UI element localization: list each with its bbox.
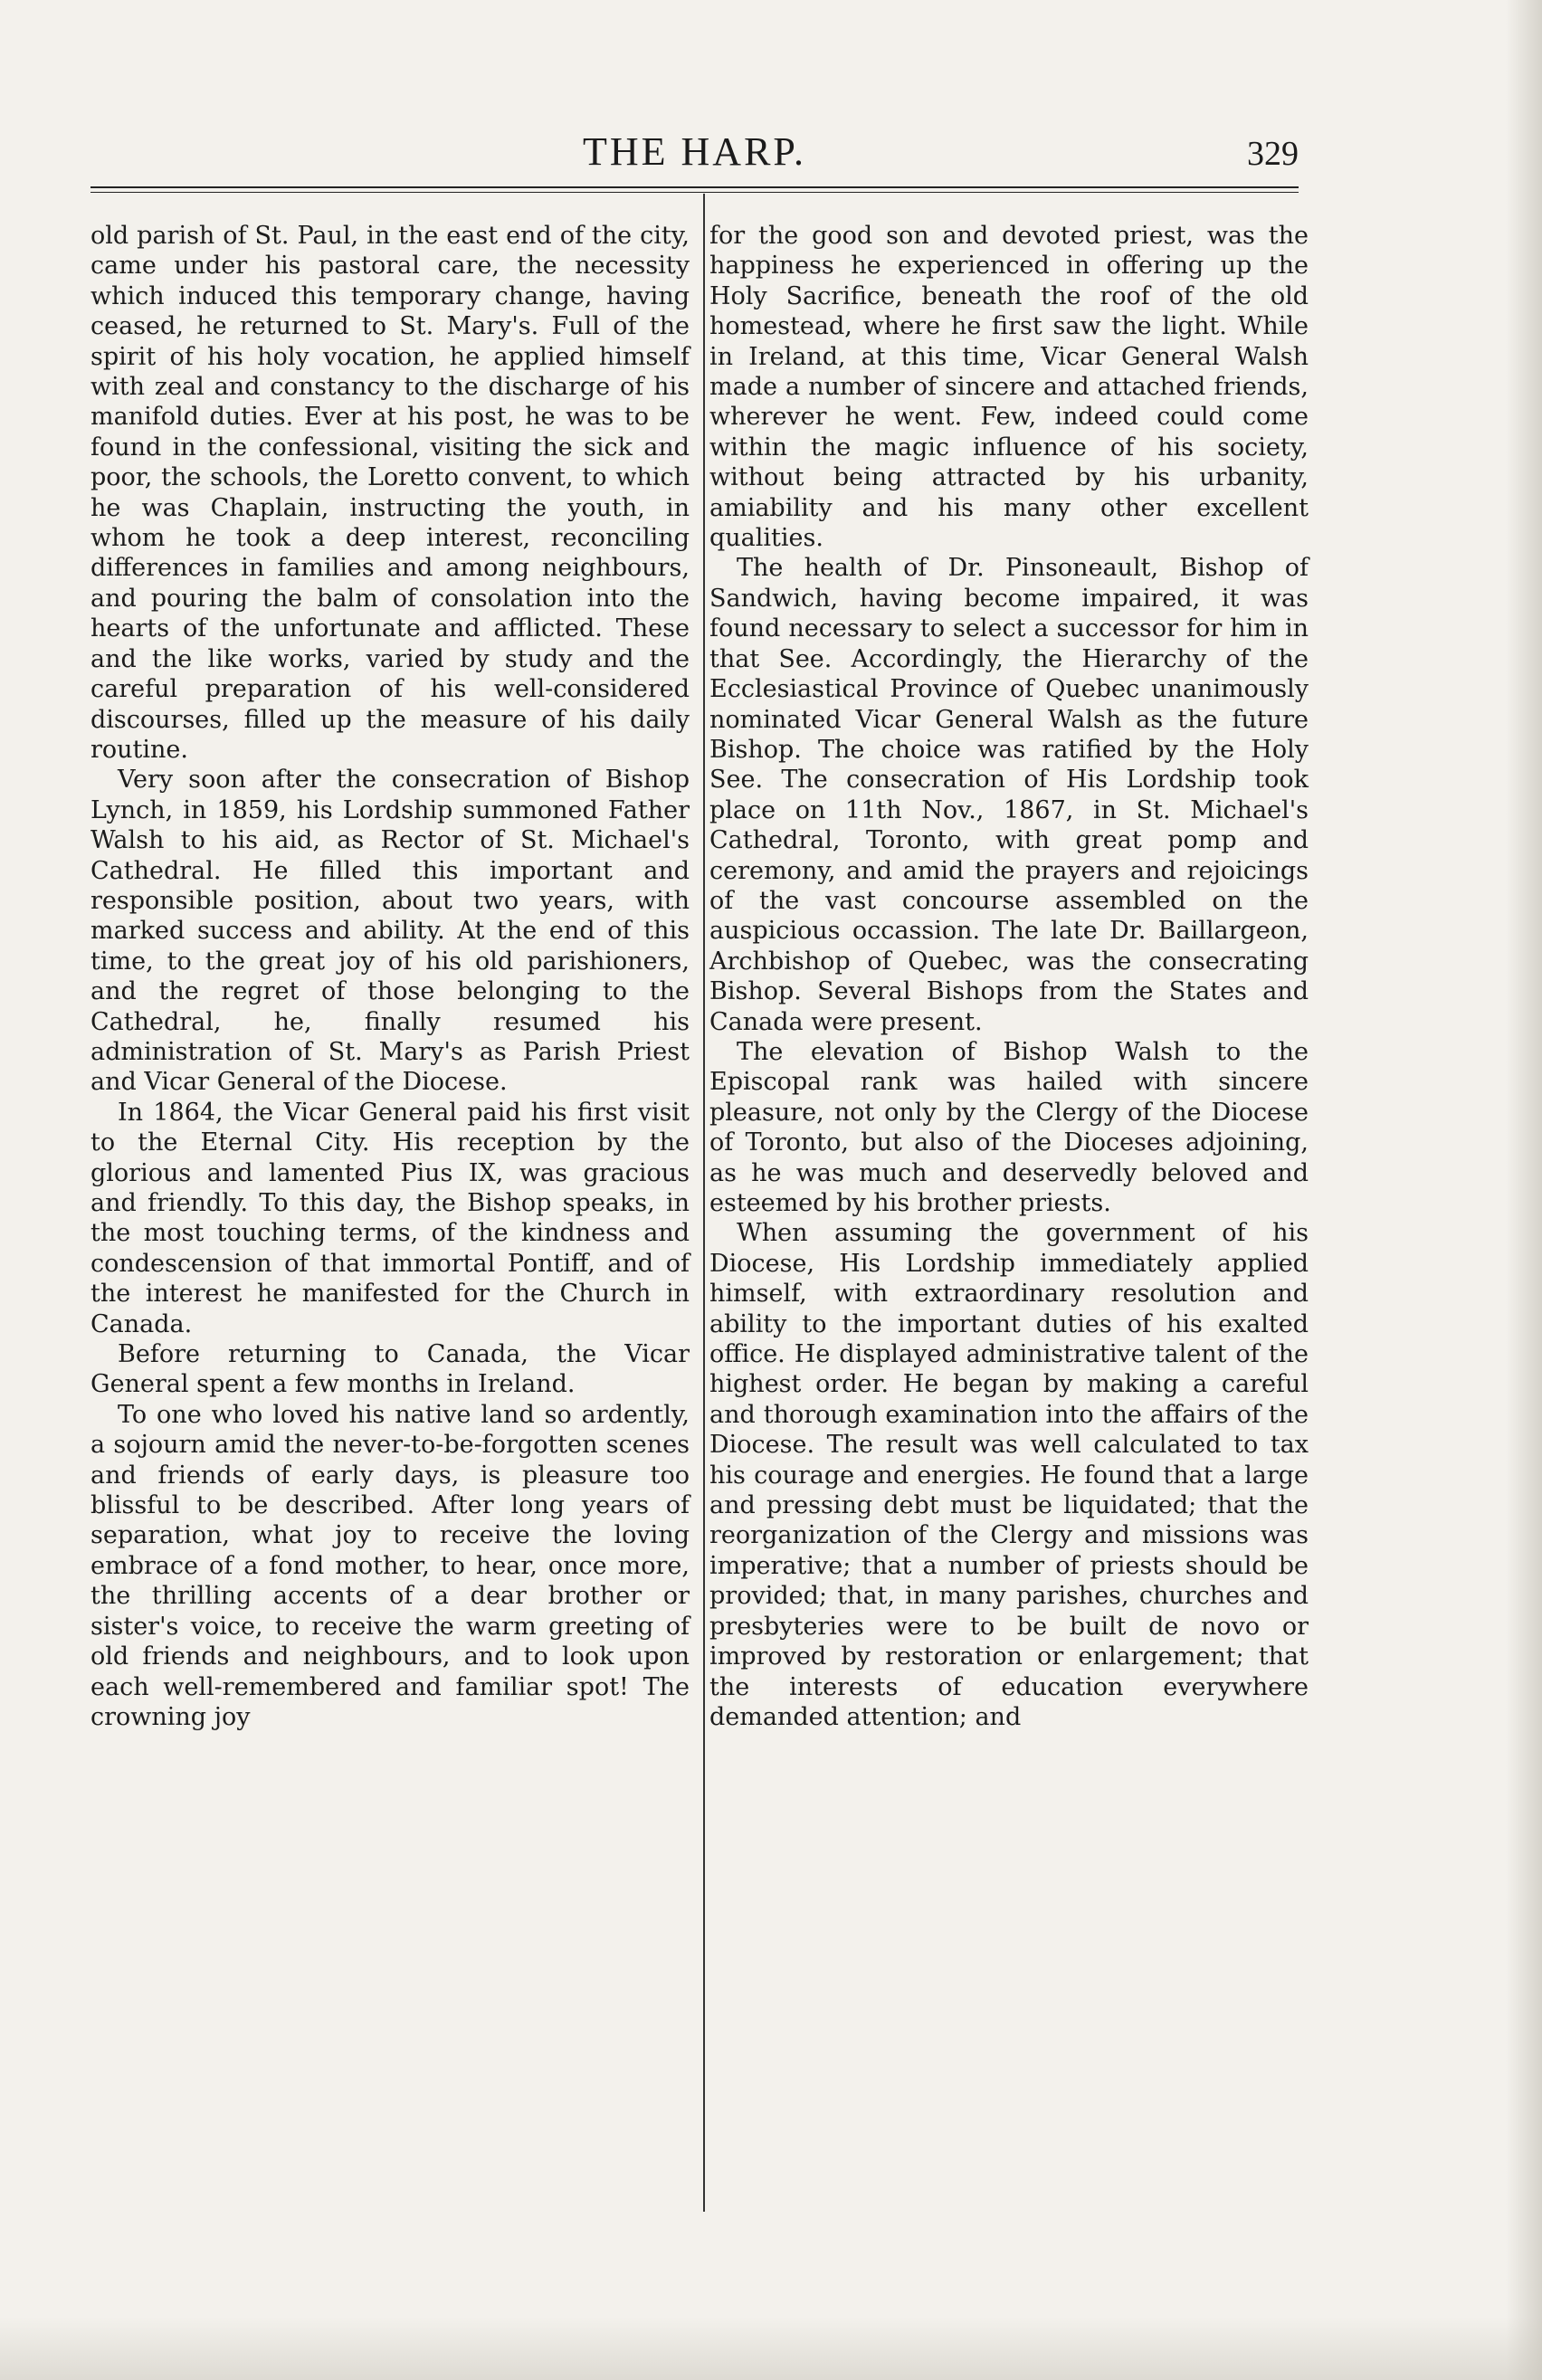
left-column	[90, 221, 690, 1732]
paragraph: Very soon after the consecration of Bishop Lynch, in 1859, his Lordship summoned Father Walsh to his aid, as Rector of St. Michael's Cathedral. He filled this important and responsible position, about two years, with marked success and ability. At the end of this time, to the great joy of his old parishioners, and the regret of those belonging to the Cathedral, he, finally resumed his administration of St. Mary's as Parish Priest and Vicar General of the Diocese.	[90, 766, 690, 1097]
journal-title: THE HARP.	[582, 129, 807, 174]
paragraph: old parish of St. Paul, in the east end of the city, came under his pastoral care, the necessity which induced this temporary change, having ceased, he returned to St. Mary's. Full of the spirit of his holy vocation, he applied himself with zeal and constancy to the discharge of his manifold duties. Ever at his post, he was to be found in the confessional, visiting the sick and poor, the schools, the Loretto convent, to which he was Chaplain, instructing the youth, in whom he took a deep interest, reconciling differences in families and among neighbours, and pouring the balm of consolation into the hearts of the unfortunate and afflicted. These and the like works, varied by study and the careful preparation of his well-considered discourses, filled up the measure of his daily routine.	[90, 222, 690, 764]
paragraph: Before returning to Canada, the Vicar General spent a few months in Ireland.	[90, 1340, 690, 1399]
page-number: 329	[1247, 135, 1299, 173]
paragraph: The health of Dr. Pinsoneault, Bishop of Sandwich, having become impaired, it was found necessary to select a successor for him in that See. Accordingly, the Hierarchy of the Ecclesiastical Province of Quebec unanimously nominated Vicar General Walsh as the future Bishop. The choice was ratified by the Holy See. The consecration of His Lordship took place on 11th Nov., 1867, in St. Michael's Cathedral, Toronto, with great pomp and ceremony, and amid the prayers and rejoicings of the vast concourse assembled on the auspicious occassion. The late Dr. Baillargeon, Archbishop of Quebec, was the consecrating Bishop. Several Bishops from the States and Canada were present.	[709, 554, 1309, 1036]
right-column	[709, 221, 1309, 1732]
paragraph: The elevation of Bishop Walsh to the Episcopal rank was hailed with sincere pleasure, not only by the Clergy of the Diocese of Toronto, but also of the Dioceses adjoining, as he was much and deservedly beloved and esteemed by his brother priests.	[709, 1037, 1309, 1217]
header-rule-thin	[90, 192, 1299, 193]
page-edge-shadow	[1506, 0, 1542, 2380]
paragraph: When assuming the government of his Diocese, His Lordship immediately applied himself, with extraordinary resolution and ability to the important duties of his exalted office. He displayed administrative talent of the highest order. He began by making a careful and thorough examination into the affairs of the Diocese. The result was well calculated to tax his courage and energies. He found that a large and pressing debt must be liquidated; that the reorganization of the Clergy and missions was imperative; that a number of priests should be provided; that, in many parishes, churches and presbyteries were to be built de novo or improved by restoration or enlargement; that the interests of education everywhere demanded attention; and	[709, 1219, 1309, 1731]
header-rule	[90, 186, 1299, 188]
column-divider	[703, 194, 705, 2212]
running-header	[90, 129, 1299, 185]
paragraph: In 1864, the Vicar General paid his first visit to the Eternal City. His reception by the glorious and lamented Pius IX, was gracious and friendly. To this day, the Bishop speaks, in the most touching terms, of the kindness and condescension of that immortal Pontiff, and of the interest he manifested for the Church in Canada.	[90, 1098, 690, 1338]
paragraph: for the good son and devoted priest, was the happiness he experienced in offering up the Holy Sacrifice, beneath the roof of the old homestead, where he first saw the light. While in Ireland, at this time, Vicar General Walsh made a number of sincere and attached friends, wherever he went. Few, indeed could come within the magic influence of his society, without being attracted by his urbanity, amiability and his many other excellent qualities.	[709, 222, 1309, 553]
paragraph: To one who loved his native land so ardently, a sojourn amid the never-to-be-forgotten scenes and friends of early days, is pleasure too blissful to be described. After long years of separation, what joy to receive the loving embrace of a fond mother, to hear, once more, the thrilling accents of a dear brother or sister's voice, to receive the warm greeting of old friends and neighbours, and to look upon each well-remembered and familiar spot! The crowning joy	[90, 1400, 690, 1731]
page-bottom-shadow	[0, 2317, 1542, 2380]
